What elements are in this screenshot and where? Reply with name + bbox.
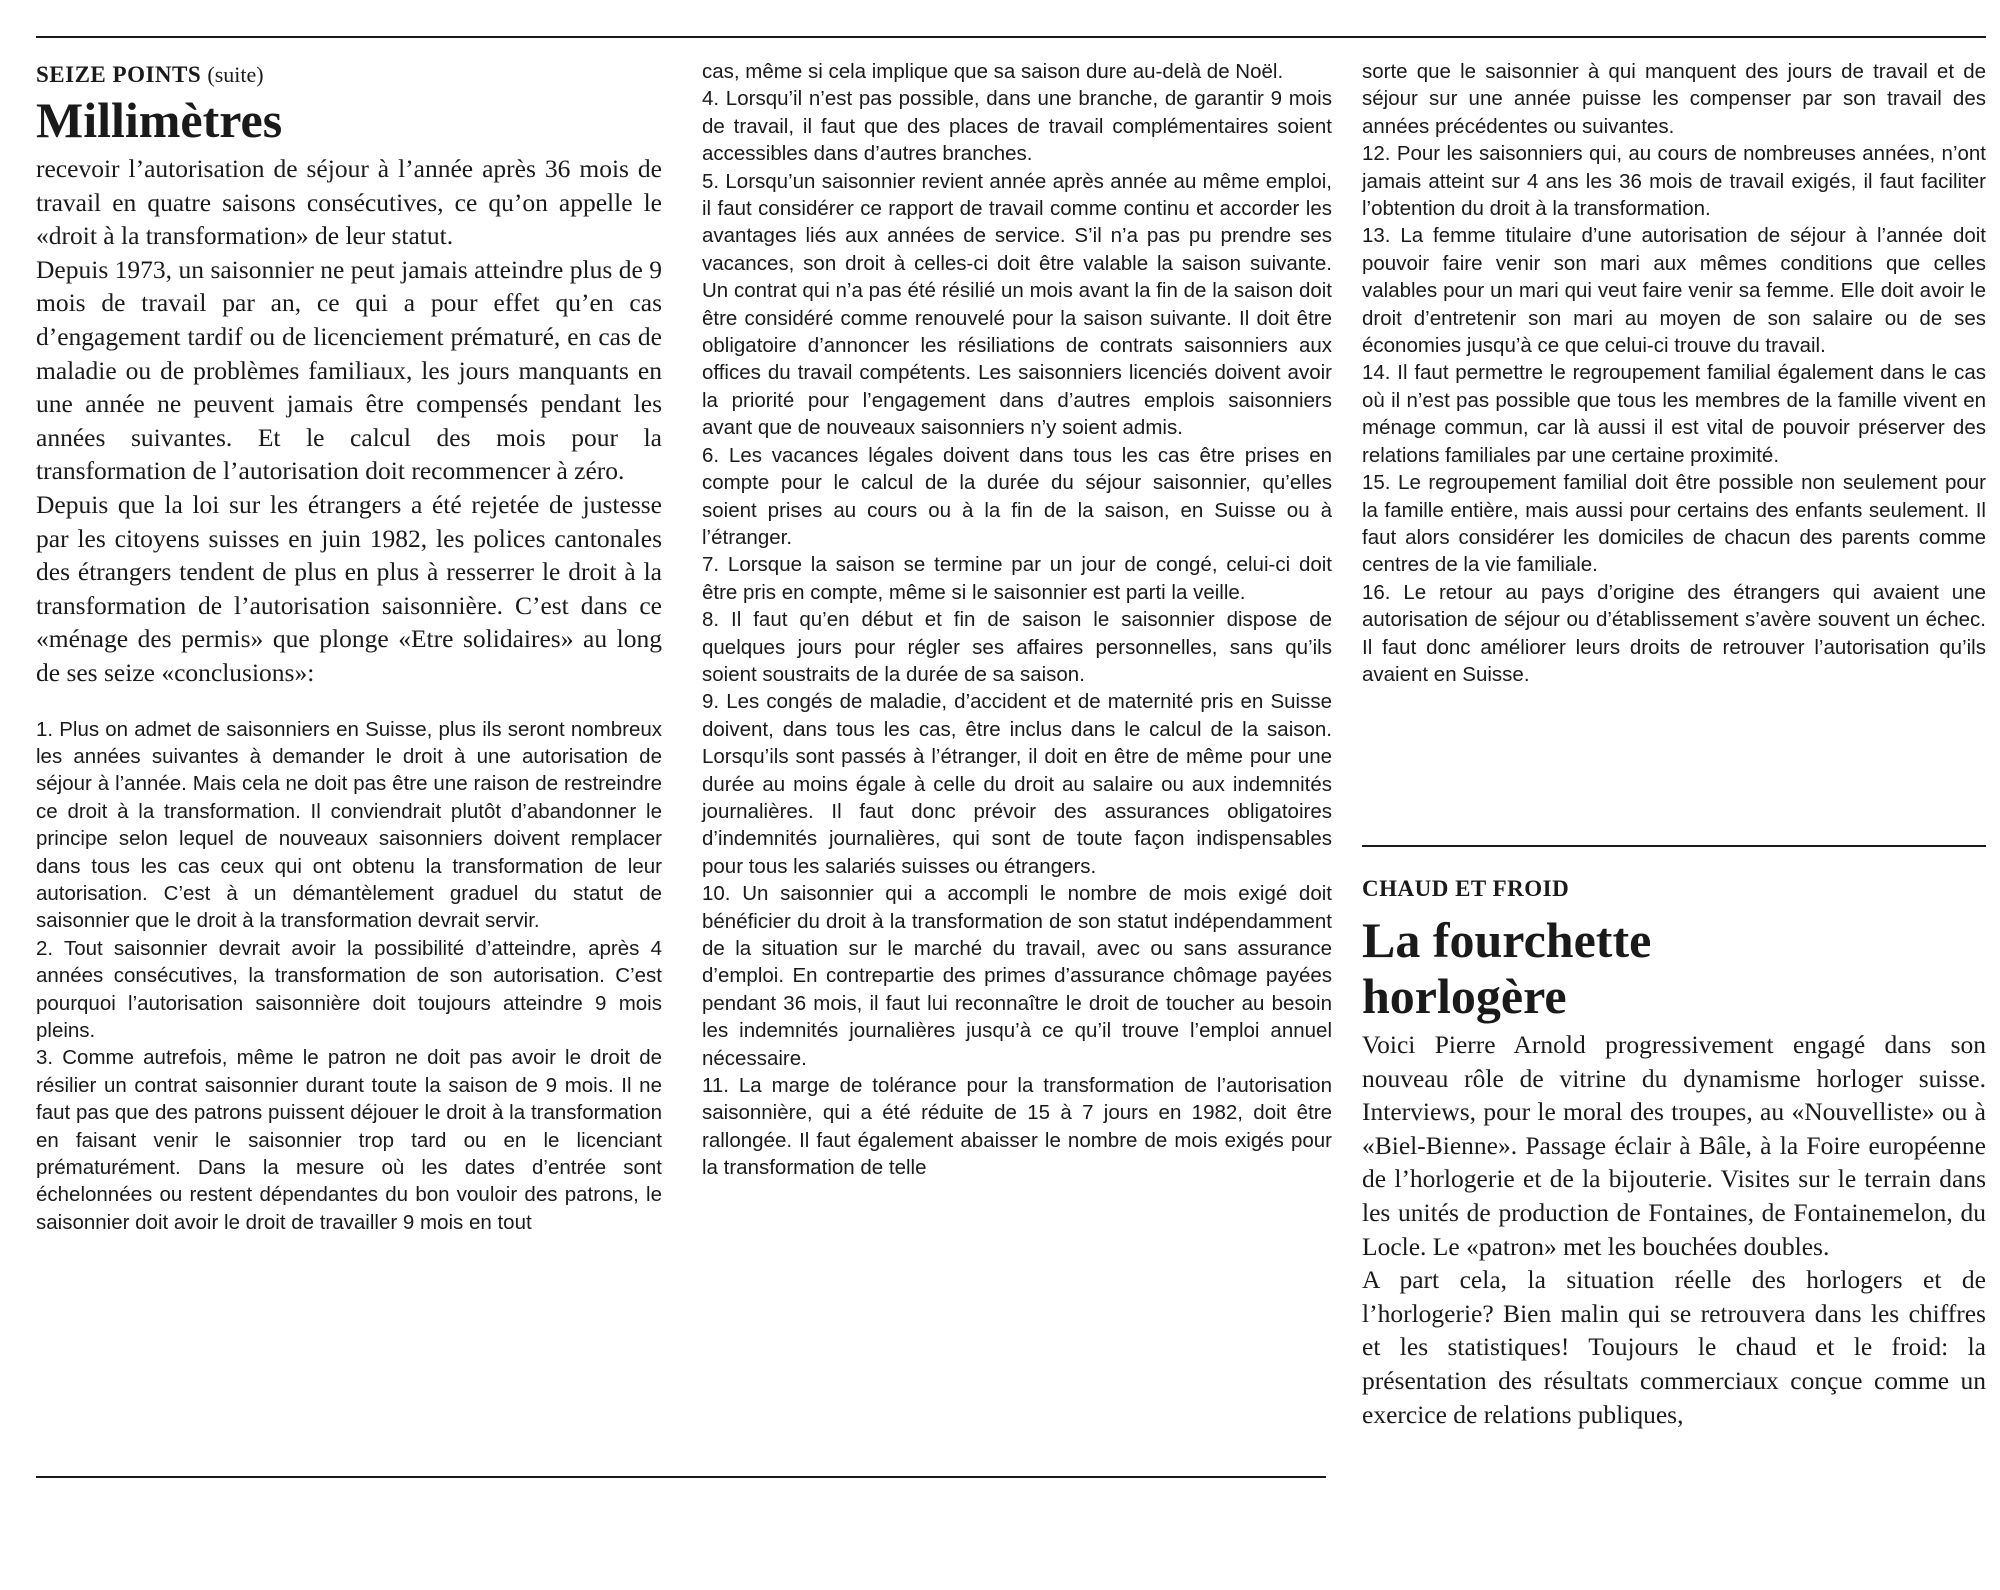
conclusion-point: cas, même si cela implique que sa saison dure au-delà de Noël. xyxy=(702,60,1284,83)
intro-paragraph: recevoir l’autorisation de séjour à l’année après 36 mois de travail en quatre saisons consécutives, ce qu’on appelle le «droit à la transformation» de leur statut. xyxy=(36,154,662,251)
intro-paragraph: Depuis 1973, un saisonnier ne peut jamais atteindre plus de 9 mois de travail par an, ce qui a pour effet qu’en cas d’engagement tardif ou de licenciement prématuré, en cas de maladie ou de problèmes familiaux, les jours manquants en une année ne peuvent jamais être compensés pendant les années suivantes. Et le calcul des mois pour la transformation de l’autorisation doit recommencer à zéro. xyxy=(36,254,662,486)
conclusion-point: 2. Tout saisonnier devrait avoir la possibilité d’atteindre, après 4 années consécutives, la transformation de son autorisation. C’est pourquoi l’autorisation saisonnière doit toujours atteindre 9 mois pleins. xyxy=(36,936,662,1042)
bottom-rule xyxy=(36,1476,1326,1478)
article-2-title: La fourchette horlogère xyxy=(1362,912,1652,1024)
conclusion-point: 14. Il faut permettre le regroupement familial également dans le cas où il n’est pas possible que tous les membres de la famille vivent en ménage commun, car là aussi il est vital de pouvoir préserver des relations familiales par une certaine proximité. xyxy=(1362,361,1986,467)
conclusion-point: 13. La femme titulaire d’une autorisation de séjour à l’année doit pouvoir faire venir son mari aux mêmes conditions que celles valables pour un mari qui veut faire venir sa femme. Elle doit avoir le droit d’entretenir son mari au moyen de son salaire ou de ses économies jusqu’à ce que celui-ci trouve du travail. xyxy=(1362,224,1986,358)
conclusion-point: 5. Lorsqu’un saisonnier revient année après année au même emploi, il faut considérer ce rapport de travail comme continu et accorder les avantages liés aux années de service. S’il n’a pas pu prendre ses vacances, son droit à celles-ci doit être valable la saison suivante. Un contrat qui n’a pas été résilié un mois avant la fin de la saison doit être considéré comme renouvelé pour la saison suivante. Il doit être obligatoire d’annoncer les résiliations de contrats saisonniers aux offices du travail compétents. Les saisonniers licenciés doivent avoir la priorité pour l’engagement dans d’autres emplois saisonniers avant que de nouveaux saisonniers n’y soient admis. xyxy=(702,169,1332,440)
column-1 xyxy=(36,58,662,1236)
intro-paragraph: Depuis que la loi sur les étrangers a été rejetée de justesse par les citoyens suisses en juin 1982, les polices cantonales des étrangers tendent de plus en plus à resserrer le droit à la transformation de l’autorisation saisonnière. C’est dans ce «ménage des permis» que plonge «Etre solidaires» au long de ses seize «conclusions»: xyxy=(36,489,662,687)
conclusion-point: 6. Les vacances légales doivent dans tous les cas être prises en compte pour le calcul de la durée du séjour saisonnier, qu’elles soient prises au cours ou à la fin de la saison, en Suisse ou à l’étranger. xyxy=(702,443,1332,549)
conclusion-point: 8. Il faut qu’en début et fin de saison le saisonnier dispose de quelques jours pour régler ses affaires personnelles, sans qu’ils soient soustraits de la durée de sa saison. xyxy=(702,608,1332,686)
column-2 xyxy=(702,58,1332,1182)
article-kicker: SEIZE POINTS (suite) xyxy=(36,62,264,87)
conclusion-point: 3. Comme autrefois, même le patron ne doit pas avoir le droit de résilier un contrat saisonnier durant toute la saison de 9 mois. Il ne faut pas que des patrons puissent déjouer le droit à la transformation en faisant venir le saisonnier trop tard ou en le licenciant prématurément. Dans la mesure où les dates d’entrée sont échelonnées ou restent dépendantes du bon vouloir des patrons, le saisonnier doit avoir le droit de travailler 9 mois en tout xyxy=(36,1046,662,1234)
conclusion-point: 12. Pour les saisonniers qui, au cours de nombreuses années, n’ont jamais atteint sur 4 ans les 36 mois de travail exigés, il faut faciliter l’obtention du droit à la transformation. xyxy=(1362,142,1986,221)
conclusion-point: sorte que le saisonnier à qui manquent des jours de travail et de séjour sur une année puisse les compenser par son travail des années précédentes ou suivantes. xyxy=(1362,60,1986,138)
conclusion-point: 11. La marge de tolérance pour la transformation de l’autorisation saisonnière, qui a été réduite de 15 à 7 jours en 1982, doit être rallongée. Il faut également abaisser le nombre de mois exigés pour la transformation de telle xyxy=(702,1074,1332,1180)
section-divider xyxy=(1362,845,1986,847)
kicker-note: (suite) xyxy=(207,62,264,87)
conclusion-point: 4. Lorsqu’il n’est pas possible, dans une branche, de garantir 9 mois de travail, il faut que des places de travail complémentaires soient accessibles dans d’autres branches. xyxy=(702,87,1332,166)
article-2 xyxy=(1362,872,1986,1431)
conclusion-point: 1. Plus on admet de saisonniers en Suisse, plus ils seront nombreux les années suivantes à demander le droit à une autorisation de séjour à l’année. Mais cela ne doit pas être une raison de restreindre ce droit à la transformation. Il conviendrait plutôt d’abandonner le principe selon lequel de nouveaux saisonniers doivent remplacer dans tous les cas ceux qui ont obtenu la transformation de leur autorisation. C’est à un démantèlement graduel du statut de saisonnier que le droit à la transformation devrait servir. xyxy=(36,717,662,933)
conclusion-point: 16. Le retour au pays d’origine des étrangers qui avaient une autorisation de séjour ou d’établissement s’avère souvent un échec. Il faut donc améliorer leurs droits de retrouver l’autorisation qu’ils avaient en Suisse. xyxy=(1362,580,1986,686)
article-2-paragraph: Voici Pierre Arnold progressivement engagé dans son nouveau rôle de vitrine du dynamisme horloger suisse. Interviews, pour le moral des troupes, au «Nouvelliste» ou à «Biel-Bienne». Passage éclair à Bâle, à la Foire européenne de l’horlogerie et de la bijouterie. Visites sur le terrain dans les unités de production de Fontaines, de Fontainemelon, du Locle. Le «patron» met les bouchées doubles. xyxy=(1362,1030,1986,1261)
article-2-paragraph: A part cela, la situation réelle des horlogers et de l’horlogerie? Bien malin qui se retrouvera dans les chiffres et les statistiques! Toujours le chaud et le froid: la présentation des résultats commerciaux conçue comme un exercice de relations publiques, xyxy=(1362,1265,1986,1429)
conclusion-point: 7. Lorsque la saison se termine par un jour de congé, celui-ci doit être pris en compte, même si le saisonnier est parti la veille. xyxy=(702,553,1332,604)
article-2-kicker: CHAUD ET FROID xyxy=(1362,876,1570,901)
top-rule xyxy=(36,36,1986,38)
article-title: Millimètres xyxy=(36,92,283,148)
column-3 xyxy=(1362,58,1986,688)
conclusion-point: 15. Le regroupement familial doit être possible non seulement pour la famille entière, mais aussi pour certains des enfants seulement. Il faut alors considérer les domiciles de chacun des parents comme centres de la vie familiale. xyxy=(1362,471,1986,577)
conclusion-point: 10. Un saisonnier qui a accompli le nombre de mois exigé doit bénéficier du droit à la transformation de son statut indépendamment de la situation sur le marché du travail, avec ou sans assurance d’emploi. En contrepartie des primes d’assurance chômage payées pendant 36 mois, il faut lui reconnaître le droit de toucher au besoin les indemnités journalières jusqu’à ce qu’il trouve l’emploi annuel nécessaire. xyxy=(702,882,1332,1070)
conclusion-point: 9. Les congés de maladie, d’accident et de maternité pris en Suisse doivent, dans tous les cas, être inclus dans le calcul de la saison. Lorsqu’ils sont passés à l’étranger, il doit en être de même pour une durée au moins égale à celle du droit au salaire ou aux indemnités journalières. Il faut donc prévoir des assurances obligatoires d’indemnités journalières, qui sont de toute façon indispensables pour tous les salariés suisses ou étrangers. xyxy=(702,690,1332,878)
